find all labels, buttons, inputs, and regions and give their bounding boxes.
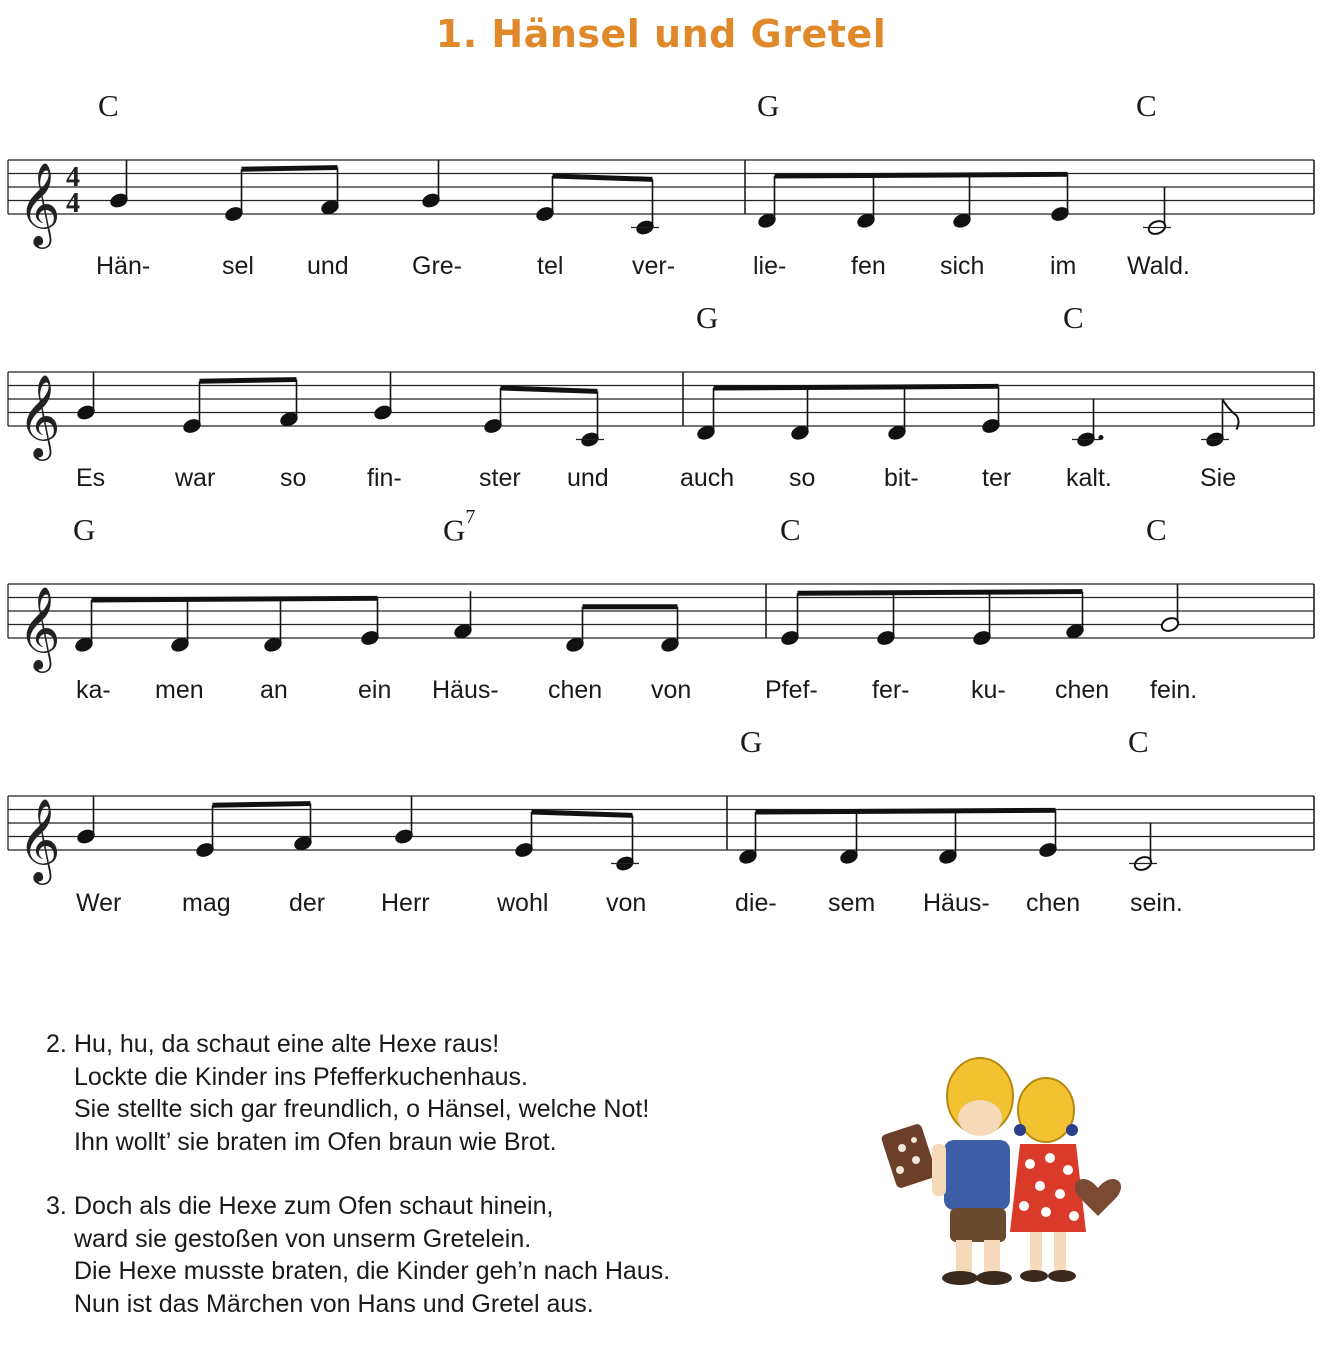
beam [92, 598, 378, 600]
lyric-syllable: Sie [1200, 464, 1237, 492]
lyric-syllable: der [289, 889, 326, 917]
lyric-syllable: men [155, 676, 204, 704]
lyric-syllable: Häus- [432, 676, 499, 704]
chord-extension: 7 [465, 506, 476, 528]
chord-symbol: C [1136, 88, 1157, 123]
beam [798, 592, 1083, 594]
lyric-syllable: und [567, 464, 609, 492]
beam [775, 174, 1068, 176]
song-title: 1. Hänsel und Gretel [435, 12, 887, 56]
verse-number: 3. [46, 1192, 67, 1220]
time-signature-denominator: 4 [66, 188, 80, 219]
verse-line: Hu, hu, da schaut eine alte Hexe raus! [74, 1030, 500, 1058]
chord-symbol: C [780, 512, 801, 547]
verse-number: 2. [46, 1030, 67, 1058]
lyric-syllable: fen [851, 252, 886, 280]
lyric-syllable: von [606, 889, 647, 917]
lyric-syllable: kalt. [1066, 464, 1112, 492]
beam [714, 386, 999, 388]
lyric-syllable: war [175, 464, 216, 492]
lyric-syllable: wohl [497, 889, 549, 917]
verse-line: Doch als die Hexe zum Ofen schaut hinein, [74, 1192, 554, 1220]
chord-symbol: G [740, 724, 763, 759]
note-dot [1099, 435, 1104, 440]
verse-line: Ihn wollt’ sie braten im Ofen braun wie Brot. [74, 1127, 557, 1156]
lyric-syllable: sein. [1130, 889, 1183, 917]
treble-clef-icon: 𝄞 [18, 161, 61, 245]
gingerbread-icon [880, 1123, 937, 1189]
lyric-syllable: chen [1055, 676, 1110, 704]
lyric-syllable: sem [828, 889, 876, 917]
beam [200, 380, 297, 382]
staff [0, 766, 1322, 886]
lyric-syllable: Wer [76, 889, 122, 917]
lyric-syllable: die- [735, 889, 777, 917]
lyric-syllable: ein [358, 676, 392, 704]
note-flag [1223, 400, 1239, 430]
lyric-syllable: Es [76, 464, 106, 492]
lyric-syllable: so [280, 464, 307, 492]
lyric-syllable: auch [680, 464, 735, 492]
verse-3 [46, 1190, 746, 1320]
lyric-syllable: Gre- [412, 252, 462, 280]
chord-symbol: C [98, 88, 119, 123]
verse-line: Nun ist das Märchen von Hans und Gretel aus. [74, 1289, 594, 1318]
lyric-syllable: Hän- [96, 252, 151, 280]
verse-line: ward sie gestoßen von unserm Gretelein. [74, 1224, 532, 1253]
lyric-syllable: und [307, 252, 349, 280]
beam [213, 804, 311, 806]
lyric-syllable: fer- [872, 676, 910, 704]
lyric-syllable: ka- [76, 676, 111, 704]
lyric-syllable: ver- [632, 252, 676, 280]
lyric-syllable: mag [182, 889, 231, 917]
lyric-syllable: so [789, 464, 816, 492]
staff [0, 554, 1322, 674]
beam [756, 810, 1056, 812]
beam [553, 176, 653, 179]
lyric-syllable: von [651, 676, 692, 704]
lyric-syllable: chen [548, 676, 603, 704]
chord-symbol: G [696, 300, 719, 335]
lyric-syllable: lie- [753, 252, 787, 280]
treble-clef-icon: 𝄞 [18, 585, 61, 669]
chord-symbol: C [1128, 724, 1149, 759]
haensel-gretel-illustration [870, 1048, 1130, 1288]
lyric-syllable: ster [479, 464, 521, 492]
lyric-syllable: Pfef- [765, 676, 818, 704]
chord-symbol: C [1146, 512, 1167, 547]
verses [46, 1028, 746, 1352]
verse-2 [46, 1028, 746, 1158]
chord-symbol: G [757, 88, 780, 123]
lyric-syllable: Häus- [923, 889, 990, 917]
lyric-syllable: ter [982, 464, 1012, 492]
lyric-syllable: im [1050, 252, 1077, 280]
lyric-syllable: tel [537, 252, 564, 280]
lyric-syllable: ku- [971, 676, 1006, 704]
lyric-syllable: sel [222, 252, 254, 280]
boy-figure [932, 1058, 1013, 1285]
beam [532, 812, 633, 815]
staff [0, 130, 1322, 250]
treble-clef-icon: 𝄞 [18, 797, 61, 881]
lyric-syllable: sich [940, 252, 985, 280]
beam [501, 388, 598, 391]
lyric-syllable: bit- [884, 464, 919, 492]
verse-line: Sie stellte sich gar freundlich, o Hänsel, welche Not! [74, 1095, 650, 1123]
beam [242, 168, 338, 170]
lyric-syllable: Wald. [1127, 252, 1190, 280]
lyric-syllable: an [260, 676, 288, 704]
lyric-syllable: Herr [381, 889, 430, 917]
lyric-syllable: fein. [1150, 676, 1198, 704]
chord-symbol: G [73, 512, 96, 547]
verse-line: Die Hexe musste braten, die Kinder geh’n nach Haus. [74, 1257, 671, 1285]
chord-symbol: C [1063, 300, 1084, 335]
treble-clef-icon: 𝄞 [18, 373, 61, 457]
staff [0, 342, 1322, 462]
lyric-syllable: fin- [367, 464, 402, 492]
time-signature-numerator: 4 [66, 162, 80, 193]
verse-line: Lockte die Kinder ins Pfefferkuchenhaus. [74, 1062, 528, 1091]
lyric-syllable: chen [1026, 889, 1081, 917]
chord-symbol: $G^7$ [443, 506, 476, 548]
girl-figure [1010, 1078, 1086, 1282]
